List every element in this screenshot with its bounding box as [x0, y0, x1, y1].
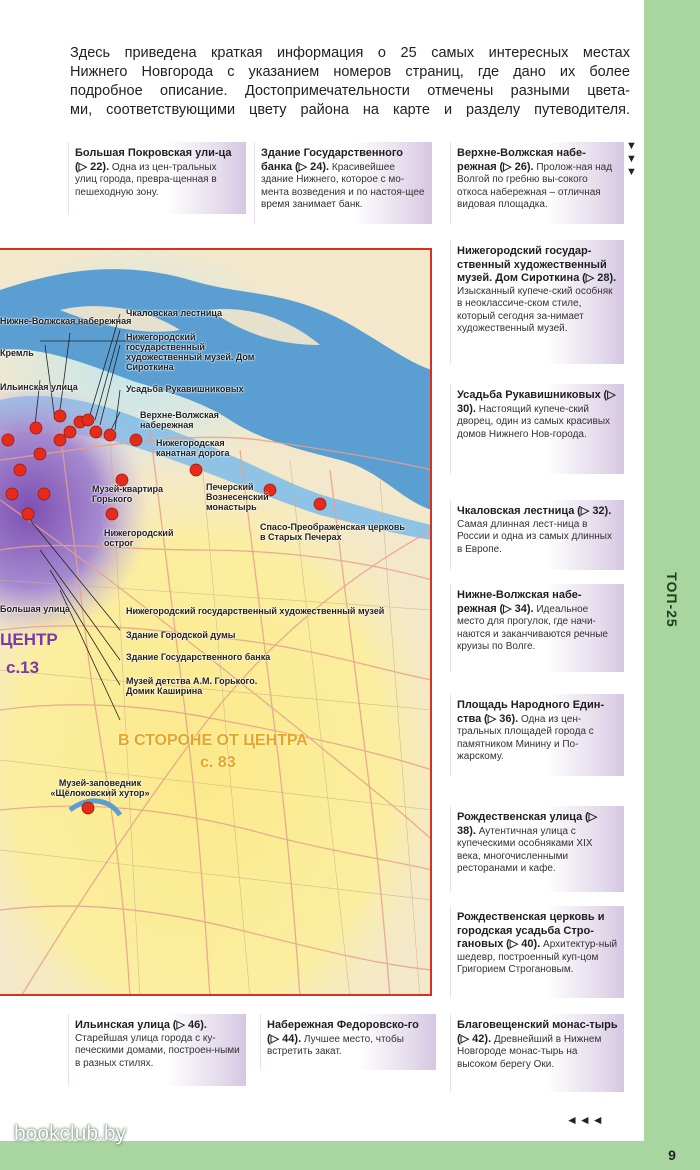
card-blagoveshchensky [450, 1014, 624, 1092]
map-label: Кремль [0, 348, 34, 358]
district-center-label: ЦЕНТР [0, 630, 58, 649]
card-title: Рождественская улица [457, 811, 583, 823]
map-label: Чкаловская лестница [126, 308, 223, 318]
card-page-ref: (▷ 22). [75, 160, 110, 173]
card-text: Одна из цен-тральных площадей города с памятником Минину и По-жарскому. [457, 713, 594, 762]
intro-line: ми, соответствующими цвету района на карте и разделу путеводителя. [70, 102, 630, 118]
intro-line: Нижнего Новгорода с указанием номеров страниц, где дано их более [70, 64, 630, 80]
intro-paragraph [70, 44, 630, 120]
district-center-page: с.13 [6, 658, 40, 677]
card-bolshaya-pokrovskaya [68, 142, 246, 214]
card-text: Одна из цен-тральных улиц города, превра-щенная в пешеходную зону. [75, 161, 217, 198]
card-title: Нижне-Волжская набе-режная [457, 589, 582, 615]
district-away-page: с. 83 [200, 754, 236, 771]
card-text: Древнейший в Нижнем Новгороде монас-тырь на высоком берегу Оки. [457, 1033, 602, 1070]
card-text: Изысканный купече-ский особняк в неоклассиче-ском стиле, который сегодня за-нимает художественный музей. [457, 285, 613, 334]
card-title: Усадьба Рукавишниковых [457, 389, 601, 401]
card-page-ref: (▷ 36). [484, 712, 519, 725]
map-label: Верхне-Волжская набережная [140, 410, 219, 430]
map-label: Нижегородский острог [104, 528, 174, 548]
map-label: Печерский Вознесенский монастырь [206, 482, 269, 512]
map-label: Здание Государственного банка [126, 652, 271, 662]
card-page-ref: (▷ 24). [294, 160, 330, 173]
chapter-side-label: ТОП-25 [664, 572, 680, 628]
next-page-arrows-icon [626, 140, 640, 179]
card-title: Рождественская церковь и городская усадьба Стро-гановых [457, 911, 605, 950]
card-rozhdestvenskaya-street [450, 806, 624, 892]
card-title: Здание Государственного банка [261, 147, 404, 173]
card-title: Чкаловская лестница [457, 505, 575, 517]
card-text: Настоящий купече-ский дворец, один из самых красивых домов Нижнего Нов-города. [457, 403, 611, 440]
card-text: Лучшее место, чтобы встретить закат. [267, 1033, 404, 1057]
intro-line: Здесь приведена краткая информация о 25 самых интересных местах [70, 45, 630, 61]
arrows-glyph: ▼▼▼ [626, 140, 637, 178]
card-title: Ильинская улица [75, 1019, 171, 1031]
intro-line: подробное описание. Достопримечательности отмечены разными цвета- [70, 83, 630, 99]
card-chkalov-stairs [450, 500, 624, 570]
prev-page-arrows-icon: ◄◄◄ [566, 1113, 605, 1127]
map-label: Спасо-Преображенская церковь в Старых Печерах [260, 522, 405, 542]
card-title: Большая Покровская ули-ца [75, 147, 232, 159]
map-label: Музей-квартира Горького [92, 484, 164, 504]
card-page-ref: (▷ 30). [457, 389, 616, 415]
card-title: Площадь Народного Един-ства [457, 699, 605, 725]
card-text: Архитектур-ный шедевр, построенный куп-цом Григорием Строгановым. [457, 939, 618, 975]
card-page-ref: (▷ 42). [457, 1032, 492, 1045]
map-label: Музей-заповедник «Щёлоковский хутор» [50, 778, 150, 798]
card-stroganov-church [450, 906, 624, 998]
card-title: Благовещенский монас-тырь [457, 1019, 618, 1031]
map-label: Ильинская улица [0, 382, 78, 392]
card-title: Набережная Федоровско-го [267, 1019, 419, 1031]
card-page-ref: (▷ 34). [499, 602, 534, 615]
card-text: Идеальное место для прогулок, где начи-наются и заканчиваются речные круизы по Волге. [457, 603, 608, 652]
card-fedorovsky-embankment [260, 1014, 436, 1070]
card-page-ref: (▷ 44). [267, 1032, 302, 1045]
page-number: 9 [668, 1147, 676, 1163]
card-title: Верхне-Волжская набе-режная [457, 147, 586, 173]
map-label: Нижегородская канатная дорога [156, 438, 230, 458]
map-label: Нижне-Волжская набережная [0, 316, 132, 326]
card-verkhne-volzhskaya [450, 142, 624, 224]
map-label: Нижегородский государственный художественный музей. Дом Сироткина [126, 332, 255, 372]
card-page-ref: (▷ 46). [172, 1019, 207, 1031]
map-label: Здание Городской думы [126, 630, 236, 640]
card-page-ref: (▷ 40). [506, 938, 541, 950]
card-page-ref: (▷ 38). [457, 811, 598, 837]
card-page-ref: (▷ 32). [577, 505, 612, 517]
card-page-ref: (▷ 28). [582, 272, 617, 284]
map-label: Большая улица [0, 604, 71, 614]
card-page-ref: (▷ 26). [499, 160, 534, 173]
card-art-museum [450, 240, 624, 364]
map-label: Нижегородский государственный художественный музей [126, 606, 385, 616]
map-label: Усадьба Рукавишниковых [126, 384, 244, 394]
card-nizhne-volzhskaya [450, 584, 624, 672]
district-away-label: В СТОРОНЕ ОТ ЦЕНТРА [118, 732, 308, 749]
card-title: Нижегородский государ-ственный художественный музей. Дом Сироткина [457, 245, 607, 284]
card-narodnogo-edinstva [450, 694, 624, 776]
card-text: Старейшая улица города с ку-печескими домами, построен-ными в разных стилях. [75, 1032, 240, 1069]
card-gosbank [254, 142, 432, 224]
watermark-logo: bookclub.by [14, 1122, 127, 1145]
card-text: Пролож-ная над Волгой по гребню вы-сокого откоса набережная – отличная видовая площадка. [457, 161, 613, 210]
city-map [0, 248, 432, 996]
card-ilyinskaya [68, 1014, 246, 1086]
card-rukavishnikov [450, 384, 624, 474]
card-text: Аутентичная улица с купеческими особняками XIX века, многочисленными ресторанами и кафе. [457, 825, 593, 874]
card-text: Самая длинная лест-ница в России и одна из самых длинных в Европе. [457, 518, 612, 555]
card-text: Красивейшее здание Нижнего, которое с мо-мента возведения и по настоя-щее время занимает банк. [261, 161, 425, 210]
map-label: Музей детства А.М. Горького. Домик Каширина [126, 676, 258, 696]
